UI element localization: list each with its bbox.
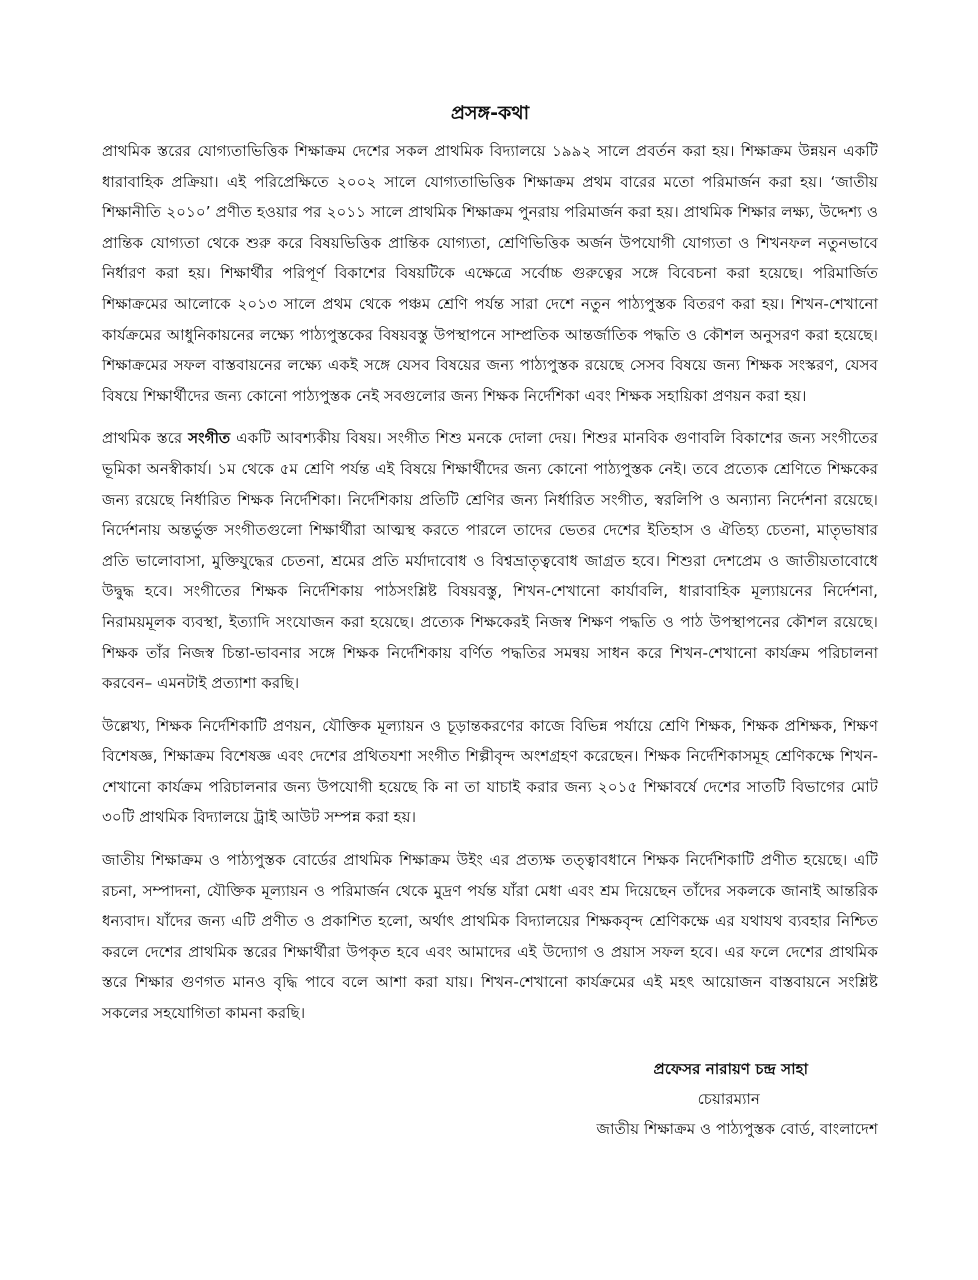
paragraph-2-text-rest: একটি আবশ্যকীয় বিষয়। সংগীত শিশু মনকে দোলা দেয়। শিশুর মানবিক গুণাবলি বিকাশের জন্য সংগীতের ভূমিকা অনস্বীকার্য। ১ম থেকে ৫ম শ্রেণি পর্যন্ত এই বিষয়ে শিক্ষার্থীদের জন্য কোনো পাঠ্যপুস্তক নেই। তবে প্রত্যেক শ্রেণিতে শিক্ষকের জন্য রয়েছে নির্ধারিত শিক্ষক নির্দেশিকা। নির্দেশিকায় প্রতিটি শ্রেণির জন্য নির্ধারিত সংগীত, স্বরলিপি ও অন্যান্য নির্দেশনা রয়েছে। নির্দেশনায় অন্তর্ভুক্ত সংগীতগুলো শিক্ষার্থীরা আত্মস্থ করতে পারলে তাদের ভেতর দেশের ইতিহাস ও ঐতিহ্য চেতনা, মাতৃভাষার প্রতি ভালোবাসা, মুক্তিযুদ্ধের চেতনা, শ্রমের প্রতি মর্যাদাবোধ ও বিশ্বভ্রাতৃত্ববোধ জাগ্রত হবে। শিশুরা দেশপ্রেম ও জাতীয়তাবোধে উদ্বুদ্ধ হবে। সংগীতের শিক্ষক নির্দেশিকায় পাঠসংশ্লিষ্ট বিষয়বস্তু, শিখন-শেখানো কার্যাবলি, ধারাবাহিক মূল্যায়নের নির্দেশনা, নিরাময়মূলক ব্যবস্থা, ইত্যাদি সংযোজন করা হয়েছে। প্রত্যেক শিক্ষকেরই নিজস্ব শিক্ষণ পদ্ধতি ও পাঠ উপস্থাপনের কৌশল রয়েছে। শিক্ষক তাঁর নিজস্ব চিন্তা-ভাবনার সঙ্গে শিক্ষক নির্দেশিকায় বর্ণিত পদ্ধতির সমন্বয় সাধন করে শিখন-শেখানো কার্যক্রম পরিচালনা করবেন– এমনটাই প্রত্যাশা করছি। [102, 429, 878, 693]
paragraph-4 [102, 845, 878, 1029]
signatory-organization: জাতীয় শিক্ষাক্রম ও পাঠ্যপুস্তক বোর্ড, বাংলাদেশ [596, 1120, 878, 1138]
paragraph-2-text-start: প্রাথমিক স্তরে [102, 429, 189, 448]
paragraph-2-bold-term: সংগীত [188, 429, 231, 448]
signature-block [102, 1054, 878, 1144]
paragraph-2 [102, 423, 878, 698]
paragraph-1 [102, 136, 878, 411]
paragraph-1-text: প্রাথমিক স্তরের যোগ্যতাভিত্তিক শিক্ষাক্রম দেশের সকল প্রাথমিক বিদ্যালয়ে ১৯৯২ সালে প্রবর্তন করা হয়। শিক্ষাক্রম উন্নয়ন একটি ধারাবাহিক প্রক্রিয়া। এই পরিপ্রেক্ষিতে ২০০২ সালে যোগ্যতাভিত্তিক শিক্ষাক্রম প্রথম বারের মতো পরিমার্জন করা হয়। ‘জাতীয় শিক্ষানীতি ২০১০’ প্রণীত হওয়ার পর ২০১১ সালে প্রাথমিক শিক্ষাক্রম পুনরায় পরিমার্জন করা হয়। প্রাথমিক শিক্ষার লক্ষ্য, উদ্দেশ্য ও প্রান্তিক যোগ্যতা থেকে শুরু করে বিষয়ভিত্তিক প্রান্তিক যোগ্যতা, শ্রেণিভিত্তিক অর্জন উপযোগী যোগ্যতা ও শিখনফল নতুনভাবে নির্ধারণ করা হয়। শিক্ষার্থীর পরিপূর্ণ বিকাশের বিষয়টিকে এক্ষেত্রে সর্বোচ্চ গুরুত্বের সঙ্গে বিবেচনা করা হয়েছে। পরিমার্জিত শিক্ষাক্রমের আলোকে ২০১৩ সালে প্রথম থেকে পঞ্চম শ্রেণি পর্যন্ত সারা দেশে নতুন পাঠ্যপুস্তক বিতরণ করা হয়। শিখন-শেখানো কার্যক্রমের আধুনিকায়নের লক্ষ্যে পাঠ্যপুস্তকের বিষয়বস্তু উপস্থাপনে সাম্প্রতিক আন্তর্জাতিক পদ্ধতি ও কৌশল অনুসরণ করা হয়েছে। শিক্ষাক্রমের সফল বাস্তবায়নের লক্ষ্যে একই সঙ্গে যেসব বিষয়ের জন্য পাঠ্যপুস্তক রয়েছে সেসব বিষয়ে জন্য শিক্ষক সংস্করণ, যেসব বিষয়ে শিক্ষার্থীদের জন্য কোনো পাঠ্যপুস্তক নেই সবগুলোর জন্য শিক্ষক নির্দেশিকা এবং শিক্ষক সহায়িকা প্রণয়ন করা হয়। [102, 142, 878, 405]
paragraph-4-text: জাতীয় শিক্ষাক্রম ও পাঠ্যপুস্তক বোর্ডের প্রাথমিক শিক্ষাক্রম উইং এর প্রত্যক্ষ তত্ত্বাবধানে শিক্ষক নির্দেশিকাটি প্রণীত হয়েছে। এটি রচনা, সম্পাদনা, যৌক্তিক মূল্যায়ন ও পরিমার্জন থেকে মুদ্রণ পর্যন্ত যাঁরা মেধা এবং শ্রম দিয়েছেন তাঁদের সকলকে জানাই আন্তরিক ধন্যবাদ। যাঁদের জন্য এটি প্রণীত ও প্রকাশিত হলো, অর্থাৎ প্রাথমিক বিদ্যালয়ের শিক্ষকবৃন্দ শ্রেণিকক্ষে এর যথাযথ ব্যবহার নিশ্চিত করলে দেশের প্রাথমিক স্তরের শিক্ষার্থীরা উপকৃত হবে এবং আমাদের এই উদ্যোগ ও প্রয়াস সফল হবে। এর ফলে দেশের প্রাথমিক স্তরে শিক্ষার গুণগত মানও বৃদ্ধি পাবে বলে আশা করা যায়। শিখন-শেখানো কার্যক্রমের এই মহৎ আয়োজন বাস্তবায়নে সংশ্লিষ্ট সকলের সহযোগিতা কামনা করছি। [102, 851, 878, 1023]
paragraph-3 [102, 711, 878, 833]
page-title: প্রসঙ্গ-কথা [450, 102, 530, 124]
signatory-role: চেয়ারম্যান [697, 1090, 760, 1108]
signatory-name: প্রফেসর নারায়ণ চন্দ্র সাহা [653, 1060, 808, 1078]
document-page [102, 100, 878, 1041]
paragraph-3-text: উল্লেখ্য, শিক্ষক নির্দেশিকাটি প্রণয়ন, যৌক্তিক মূল্যায়ন ও চূড়ান্তকরণের কাজে বিভিন্ন পর্যায়ে শ্রেণি শিক্ষক, শিক্ষক প্রশিক্ষক, শিক্ষণ বিশেষজ্ঞ, শিক্ষাক্রম বিশেষজ্ঞ এবং দেশের প্রথিতযশা সংগীত শিল্পীবৃন্দ অংশগ্রহণ করেছেন। শিক্ষক নির্দেশিকাসমূহ শ্রেণিকক্ষে শিখন-শেখানো কার্যক্রম পরিচালনার জন্য উপযোগী হয়েছে কি না তা যাচাই করার জন্য ২০১৫ শিক্ষাবর্ষে দেশের সাতটি বিভাগের মোট ৩০টি প্রাথমিক বিদ্যালয়ে ট্রাই আউট সম্পন্ন করা হয়। [102, 716, 879, 827]
